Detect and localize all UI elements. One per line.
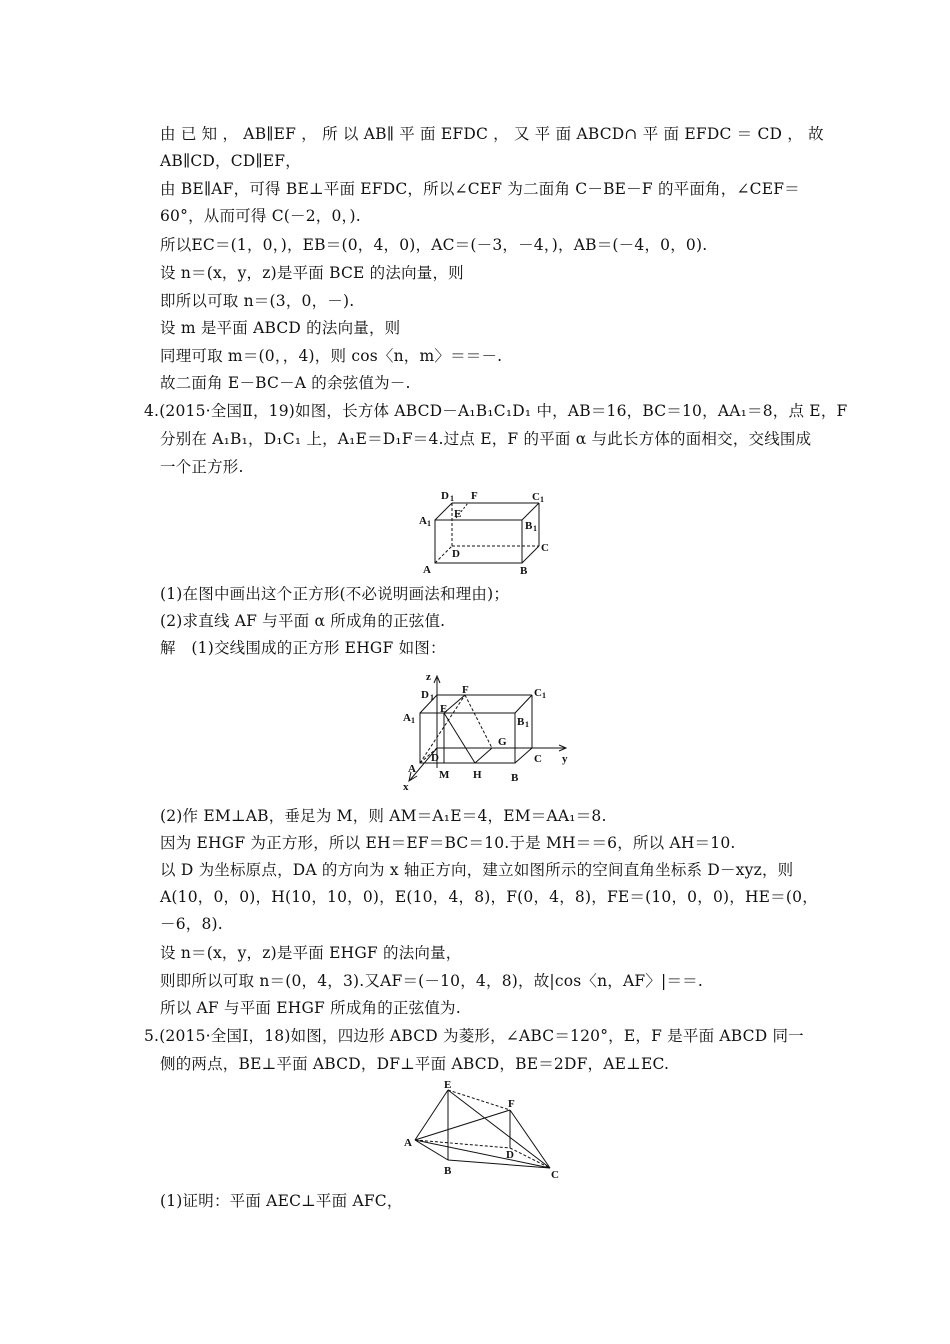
rhombus-figure <box>400 1080 570 1182</box>
text-line: 侧的两点，BE⊥平面 ABCD，DF⊥平面 ABCD，BE＝2DF，AE⊥EC. <box>160 1055 670 1073</box>
label-C: C <box>551 1169 559 1181</box>
label-sub: 1 <box>542 691 546 700</box>
text-line: (1)证明：平面 AEC⊥平面 AFC， <box>160 1192 403 1210</box>
label-B: B <box>520 565 528 575</box>
label-A1: A <box>419 515 427 527</box>
label-D1: D <box>441 490 449 502</box>
label-C: C <box>534 753 542 765</box>
text-line: (2)求直线 AF 与平面 α 所成角的正弦值. <box>160 612 446 630</box>
label-F: F <box>462 684 469 696</box>
label-E: E <box>444 1080 452 1091</box>
text-line: 以 D 为坐标原点，DA 的方向为 x 轴正方向，建立如图所示的空间直角坐标系 D－xyz，则 <box>160 861 794 879</box>
text-line: 设 m 是平面 ABCD 的法向量，则 <box>160 319 401 337</box>
label-H: H <box>473 769 482 781</box>
label-A1: A <box>403 712 411 724</box>
label-sub: 1 <box>540 495 544 504</box>
box-square-figure <box>395 668 580 796</box>
label-D: D <box>506 1149 514 1161</box>
text-line: 所以EC＝(1，0，)，EB＝(0，4，0)，AC＝(－3，－4，)，AB＝(－4，0，0). <box>160 236 708 254</box>
label-E: E <box>454 508 462 520</box>
label-B1: B <box>517 716 525 728</box>
label-x: x <box>403 781 409 793</box>
box-figure <box>410 485 560 575</box>
label-z: z <box>426 671 431 683</box>
text-line: A(10，0，0)，H(10，10，0)，E(10，4，8)，F(0，4，8)，FE＝(10，0，0)，HE＝(0， <box>160 888 818 906</box>
label-F: F <box>471 490 478 502</box>
label-D: D <box>452 548 460 560</box>
text-line: (1)在图中画出这个正方形(不必说明画法和理由)； <box>160 585 510 603</box>
text-line: (2)作 EM⊥AB，垂足为 M，则 AM＝A₁E＝4，EM＝AA₁＝8. <box>160 807 607 825</box>
label-B: B <box>511 772 519 784</box>
text-line: 即所以可取 n＝(3，0，－). <box>160 292 355 310</box>
label-sub: 1 <box>427 519 431 528</box>
text-line: 同理可取 m＝(0，，4)，则 cos〈n，m〉＝＝－. <box>160 347 503 365</box>
label-C: C <box>541 542 549 554</box>
text-line: 所以 AF 与平面 EHGF 所成角的正弦值为. <box>160 999 461 1017</box>
label-A: A <box>408 763 416 775</box>
label-M: M <box>439 769 450 781</box>
text-line: 由 已 知 ， AB∥EF ， 所 以 AB∥ 平 面 EFDC ， 又 平 面 ABCD∩ 平 面 EFDC ＝ CD ， 故 <box>160 125 824 143</box>
label-B: B <box>444 1165 452 1177</box>
front-face <box>435 520 522 563</box>
text-line: －6，8). <box>160 915 223 933</box>
label-A: A <box>423 564 431 575</box>
label-E: E <box>440 703 448 715</box>
text-line: 因为 EHGF 为正方形，所以 EH＝EF＝BC＝10.于是 MH＝＝6，所以 AH＝10. <box>160 834 736 852</box>
label-C1: C <box>532 491 540 503</box>
problem-4-header: 4.(2015·全国Ⅱ，19)如图，长方体 ABCD－A₁B₁C₁D₁ 中，AB＝16，BC＝10，AA₁＝8，点 E，F <box>144 402 848 420</box>
text-line: 分别在 A₁B₁，D₁C₁ 上，A₁E＝D₁F＝4.过点 E，F 的平面 α 与此长方体的面相交，交线围成 <box>160 430 812 448</box>
text-line: AB∥CD，CD∥EF， <box>160 152 301 170</box>
label-D: D <box>431 752 439 764</box>
label-sub: 1 <box>430 693 434 702</box>
text-line: 60°，从而可得 C(－2，0，). <box>160 207 361 225</box>
label-sub: 1 <box>533 524 537 533</box>
label-A: A <box>404 1137 412 1149</box>
solution-start: 解 (1)交线围成的正方形 EHGF 如图： <box>160 639 446 657</box>
text-line: 设 n＝(x，y，z)是平面 BCE 的法向量，则 <box>160 264 464 282</box>
label-F: F <box>508 1098 515 1110</box>
label-C1: C <box>534 687 542 699</box>
label-G: G <box>498 736 507 748</box>
text-line: 则即所以可取 n＝(0，4，3).又AF＝(－10，4，8)，故|cos〈n，AF〉|＝＝. <box>160 972 703 990</box>
text-line: 一个正方形. <box>160 458 244 476</box>
text-line: 由 BE∥AF，可得 BE⊥平面 EFDC，所以∠CEF 为二面角 C－BE－F 的平面角，∠CEF＝ <box>160 180 800 198</box>
label-B1: B <box>525 520 533 532</box>
label-sub: 1 <box>525 720 529 729</box>
label-y: y <box>562 753 568 765</box>
label-sub: 1 <box>450 494 454 503</box>
text-line: 设 n＝(x，y，z)是平面 EHGF 的法向量， <box>160 944 462 962</box>
problem-5-header: 5.(2015·全国Ⅰ，18)如图，四边形 ABCD 为菱形，∠ABC＝120°，E，F 是平面 ABCD 同一 <box>144 1027 804 1045</box>
text-line: 故二面角 E－BC－A 的余弦值为－. <box>160 374 411 392</box>
label-sub: 1 <box>411 716 415 725</box>
label-D1: D <box>421 689 429 701</box>
